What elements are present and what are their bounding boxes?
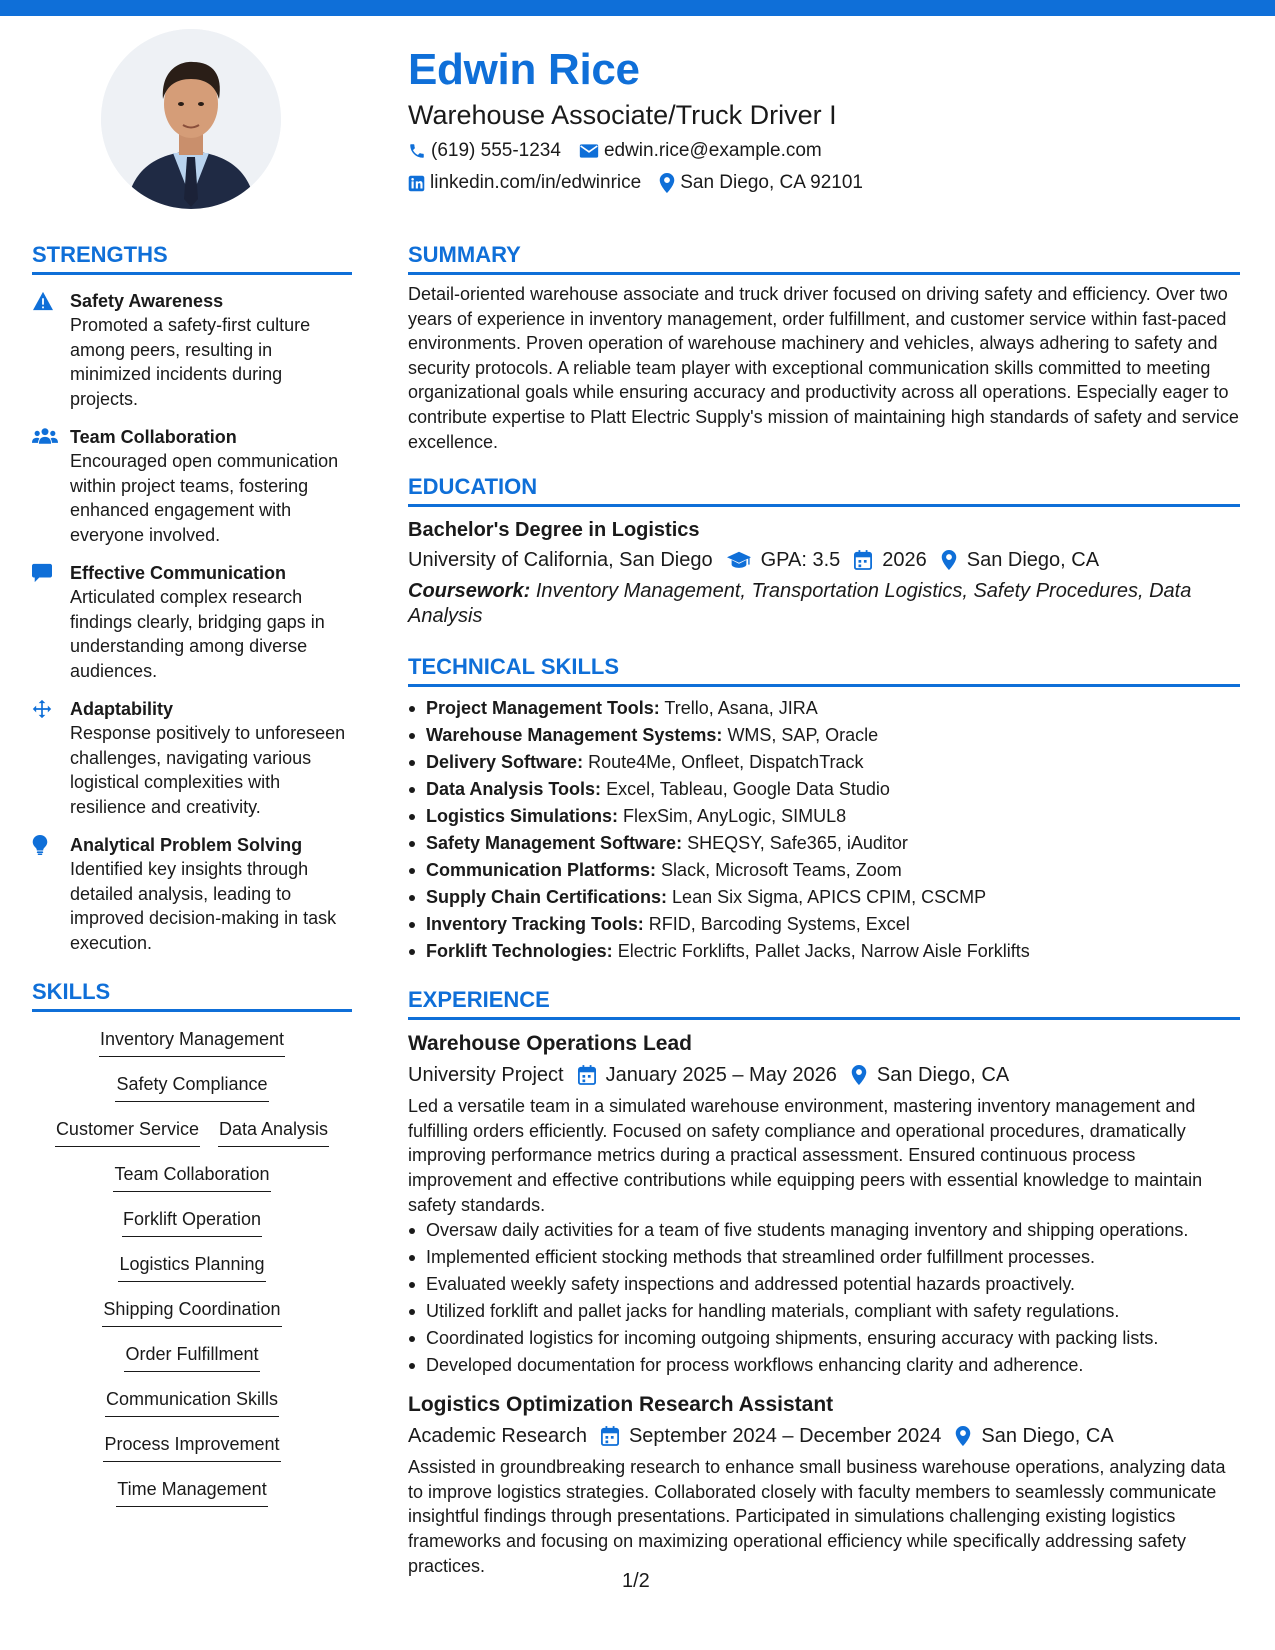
map-pin-icon (941, 550, 957, 570)
calendar-icon (578, 1065, 596, 1085)
list-item (408, 938, 1240, 965)
skill-category: Delivery Software: (426, 752, 584, 773)
strength-desc: Identified key insights through detailed analysis, leading to improved decision-making in task execution. (70, 859, 337, 953)
job-dates: January 2025 – May 2026 (605, 1064, 837, 1087)
skill-values: RFID, Barcoding Systems, Excel (648, 914, 910, 935)
skill-tag: Data Analysis (218, 1116, 329, 1147)
skill-category: Safety Management Software: (426, 833, 683, 854)
strength-desc: Response positively to unforeseen challenges, navigating various logistical complexities with resilience and creativity. (70, 723, 346, 817)
comment-icon (32, 563, 52, 583)
skill-category: Communication Platforms: (426, 860, 657, 881)
strengths-rule (32, 272, 352, 275)
skill-values: Lean Six Sigma, APICS CPIM, CSCMP (672, 887, 987, 908)
strength-item (32, 289, 352, 411)
experience-rule (408, 1017, 1240, 1020)
list-item (408, 911, 1240, 938)
strength-title: Safety Awareness (70, 291, 224, 311)
skill-values: Electric Forklifts, Pallet Jacks, Narrow Aisle Forklifts (617, 941, 1030, 962)
list-item (408, 803, 1240, 830)
arrows-icon (32, 699, 52, 719)
list-item: Developed documentation for process workflows enhancing clarity and adherence. (408, 1352, 1240, 1379)
linkedin-icon (408, 175, 425, 192)
job-entry (408, 1030, 1240, 1379)
skill-tag: Process Improvement (103, 1431, 280, 1462)
graduation-year: 2026 (882, 549, 927, 572)
list-item (408, 749, 1240, 776)
job-title: Logistics Optimization Research Assistant (408, 1393, 834, 1417)
job-description: Led a versatile team in a simulated warehouse environment, mastering inventory management and fulfilling orders efficiently. Focused on safety compliance and operational procedures, dramatically improving performance metrics during a practical assessment. Ensured continuous process improvement and effective contributions while equipping peers with essential knowledge to maintain safety standards. (408, 1096, 1203, 1215)
strength-desc: Promoted a safety-first culture among peers, resulting in minimized incidents during projects. (70, 315, 311, 409)
skill-category: Supply Chain Certifications: (426, 887, 668, 908)
skill-values: FlexSim, AnyLogic, SIMUL8 (623, 806, 847, 827)
page-number: 1/2 (622, 1570, 650, 1592)
technical-skills-rule (408, 684, 1240, 687)
list-item (408, 830, 1240, 857)
profile-photo (101, 29, 281, 209)
skill-category: Warehouse Management Systems: (426, 725, 723, 746)
skill-tag: Team Collaboration (113, 1161, 270, 1192)
right-column (408, 240, 1240, 1578)
linkedin-text: linkedin.com/in/edwinrice (430, 172, 642, 193)
strength-item (32, 425, 352, 547)
list-item: Utilized forklift and pallet jacks for handling materials, compliant with safety regulations. (408, 1298, 1240, 1325)
skill-values: Slack, Microsoft Teams, Zoom (661, 860, 902, 881)
list-item (408, 695, 1240, 722)
job-dates: September 2024 – December 2024 (628, 1425, 942, 1448)
job-meta (408, 1423, 1240, 1449)
job-description: Assisted in groundbreaking research to enhance small business warehouse operations, analyzing data to improve logistics strategies. Collaborated closely with faculty members to seamlessly communicate insightful findings through presentations. Participated in simulations challenging existing logistics frameworks and focusing on maximizing operational efficiency while specifically addressing safety practices. (408, 1457, 1226, 1576)
graduation-cap-icon (727, 551, 751, 569)
lightbulb-icon (32, 835, 48, 855)
coursework-label: Coursework: (408, 580, 531, 603)
skill-values: SHEQSY, Safe365, iAuditor (687, 833, 908, 854)
job-location: San Diego, CA (981, 1425, 1114, 1448)
school-name: University of California, San Diego (408, 549, 713, 572)
coursework-list: Inventory Management, Transportation Logistics, Safety Procedures, Data Analysis (408, 580, 1192, 627)
envelope-icon (579, 143, 599, 159)
skill-tag: Shipping Coordination (102, 1296, 281, 1327)
skill-category: Forklift Technologies: (426, 941, 613, 962)
job-org: University Project (408, 1064, 564, 1087)
strength-title: Adaptability (70, 699, 174, 719)
technical-skills-heading: TECHNICAL SKILLS (408, 654, 620, 680)
left-column (32, 240, 352, 1507)
skill-tag: Communication Skills (105, 1386, 279, 1417)
education-meta (408, 547, 1240, 573)
top-accent-bar (0, 0, 1275, 16)
list-item: Implemented efficient stocking methods that streamlined order fulfillment processes. (408, 1244, 1240, 1271)
contact-phone (408, 140, 561, 162)
experience-heading: EXPERIENCE (408, 987, 550, 1013)
strength-desc: Encouraged open communication within project teams, fostering enhanced engagement with everyone involved. (70, 451, 339, 545)
skill-category: Logistics Simulations: (426, 806, 619, 827)
strength-title: Effective Communication (70, 563, 287, 583)
calendar-icon (601, 1426, 619, 1446)
list-item (408, 857, 1240, 884)
job-title: Warehouse Operations Lead (408, 1032, 692, 1056)
list-item (408, 884, 1240, 911)
strength-title: Team Collaboration (70, 427, 237, 447)
job-bullets (408, 1217, 1240, 1379)
summary-heading: SUMMARY (408, 242, 521, 267)
phone-text: (619) 555-1234 (431, 140, 561, 161)
skill-tag: Time Management (116, 1476, 267, 1507)
warning-icon (32, 291, 54, 311)
contact-linkedin[interactable] (408, 172, 641, 194)
coursework (408, 579, 1240, 628)
technical-skills-list (408, 695, 1240, 965)
list-item (408, 776, 1240, 803)
job-meta (408, 1062, 1240, 1088)
skill-tag: Order Fulfillment (124, 1341, 259, 1372)
education-location: San Diego, CA (966, 549, 1100, 572)
contact-row-2 (408, 170, 1238, 196)
list-item: Oversaw daily activities for a team of five students managing inventory and shipping operations. (408, 1217, 1240, 1244)
job-entry (408, 1391, 1240, 1578)
degree-title: Bachelor's Degree in Logistics (408, 519, 700, 542)
list-item: Coordinated logistics for incoming outgoing shipments, ensuring accuracy with packing lists. (408, 1325, 1240, 1352)
skill-values: WMS, SAP, Oracle (727, 725, 879, 746)
skill-category: Inventory Tracking Tools: (426, 914, 644, 935)
users-icon (32, 427, 58, 445)
resume-header (408, 42, 1238, 196)
education-heading: EDUCATION (408, 474, 538, 500)
contact-email[interactable] (579, 140, 822, 162)
candidate-title: Warehouse Associate/Truck Driver I (408, 100, 837, 130)
skill-values: Excel, Tableau, Google Data Studio (606, 779, 890, 800)
gpa-text: GPA: 3.5 (760, 549, 841, 572)
skill-values: Route4Me, Onfleet, DispatchTrack (588, 752, 864, 773)
skill-tag: Safety Compliance (115, 1071, 268, 1102)
summary-rule (408, 272, 1240, 275)
skill-tag: Customer Service (55, 1116, 200, 1147)
skill-category: Project Management Tools: (426, 698, 660, 719)
avatar (101, 29, 281, 209)
skill-category: Data Analysis Tools: (426, 779, 602, 800)
candidate-name: Edwin Rice (408, 45, 640, 94)
calendar-icon (854, 550, 872, 570)
strength-item (32, 561, 352, 683)
list-item: Evaluated weekly safety inspections and addressed potential hazards proactively. (408, 1271, 1240, 1298)
skill-tag: Inventory Management (99, 1026, 285, 1057)
summary-text: Detail-oriented warehouse associate and truck driver focused on driving safety and efficiency. Over two years of experience in inventory management, order fulfillment, and customer service within fast-paced environments. Proven operation of warehouse machinery and vehicles, always adhering to safety and security protocols. A reliable team player with exceptional communication skills committed to meeting organizational goals while ensuring accuracy and productivity across all operations. Especially eager to contribute expertise to Platt Electric Supply's mission of maintaining high standards of safety and service excellence. (408, 284, 1239, 452)
strengths-heading: STRENGTHS (32, 242, 168, 267)
location-text: San Diego, CA 92101 (680, 172, 863, 193)
phone-icon (408, 142, 426, 160)
map-pin-icon (659, 173, 675, 193)
strength-desc: Articulated complex research findings clearly, bridging gaps in understanding among diverse audiences. (70, 587, 325, 681)
skills-list (32, 1026, 352, 1507)
map-pin-icon (955, 1426, 971, 1446)
list-item (408, 722, 1240, 749)
skills-heading: SKILLS (32, 979, 111, 1004)
strength-item (32, 697, 352, 819)
contact-row-1 (408, 138, 1238, 164)
strength-item (32, 833, 352, 955)
skills-rule (32, 1009, 352, 1012)
strength-title: Analytical Problem Solving (70, 835, 303, 855)
email-text: edwin.rice@example.com (603, 140, 822, 161)
skill-values: Trello, Asana, JIRA (664, 698, 818, 719)
map-pin-icon (851, 1065, 867, 1085)
job-org: Academic Research (408, 1425, 587, 1448)
contact-location (659, 172, 863, 194)
education-rule (408, 504, 1240, 507)
skill-tag: Logistics Planning (118, 1251, 265, 1282)
job-location: San Diego, CA (876, 1064, 1010, 1087)
skill-tag: Forklift Operation (122, 1206, 262, 1237)
